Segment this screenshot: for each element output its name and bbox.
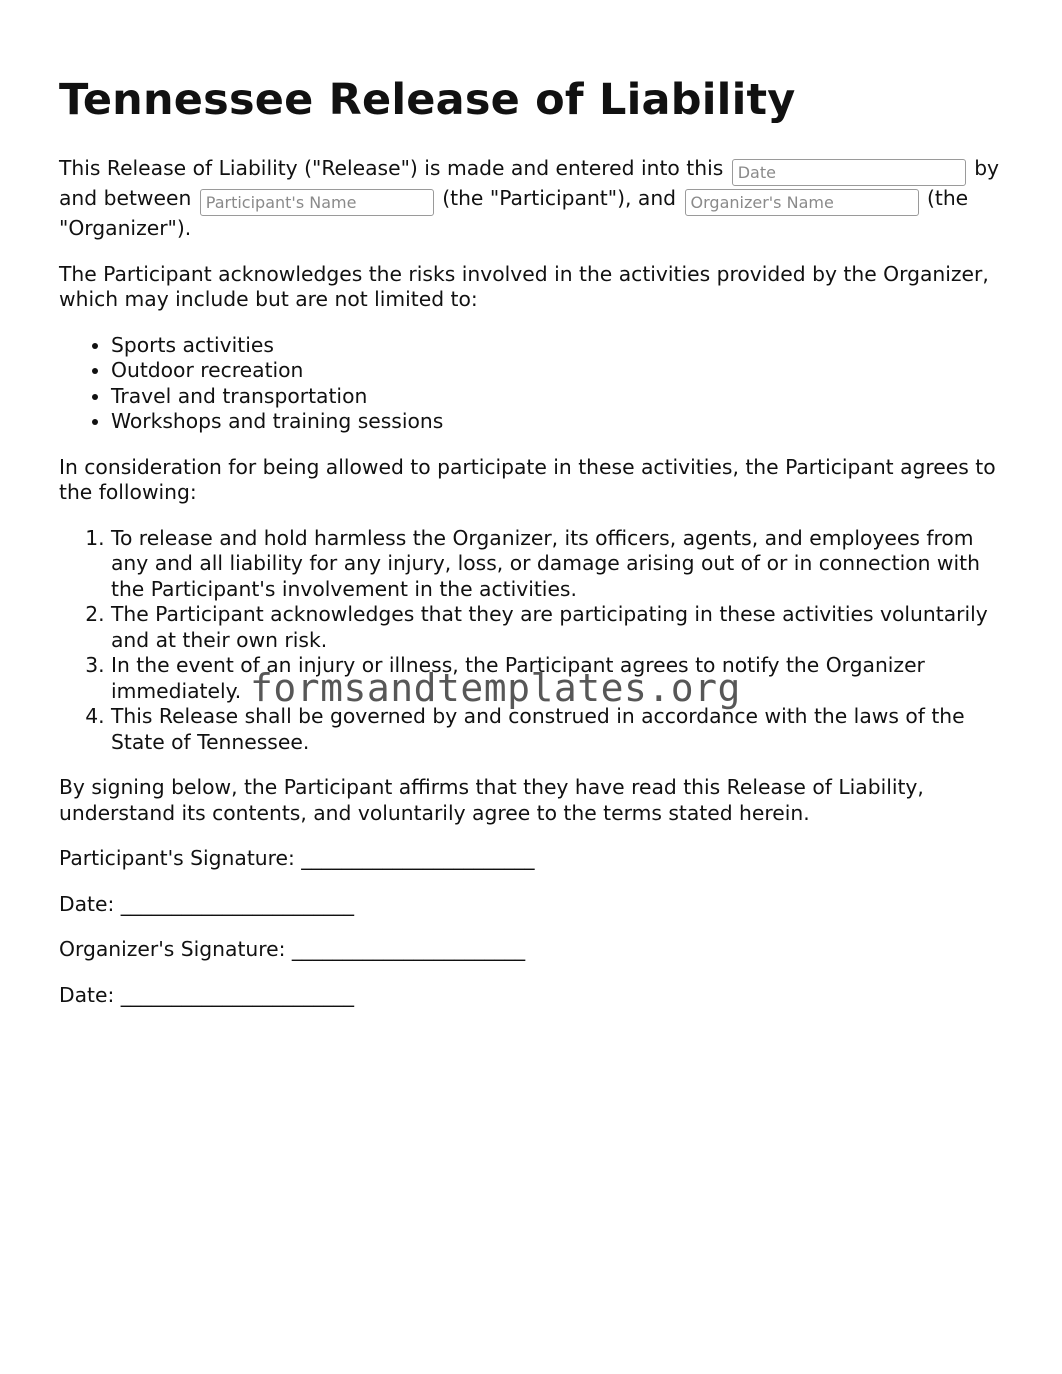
intro-paragraph: [59, 156, 1009, 242]
list-item: • Travel and transportation: [111, 384, 1009, 410]
list-item: • Workshops and training sessions: [111, 409, 1009, 435]
list-item: • Outdoor recreation: [111, 358, 1009, 384]
participant-date-line: Date: _______________________: [59, 891, 354, 916]
document-page: [59, 70, 1009, 1028]
intro-text-2: by and between: [59, 156, 1000, 210]
list-item: 1. To release and hold harmless the Organizer, its officers, agents, and employees from any and all liability for any injury, loss, or damage arising out of or in connection with the Participant's involvement in the activities.: [111, 526, 1009, 603]
page-title: Tennessee Release of Liability: [59, 75, 796, 125]
terms-list: [59, 526, 1009, 756]
organizer-date-line: Date: _______________________: [59, 982, 354, 1007]
date-field[interactable]: [732, 159, 966, 186]
closing-paragraph: By signing below, the Participant affirms that they have read this Release of Liability, understand its contents, and voluntarily agree to the terms stated herein.: [59, 775, 924, 825]
participant-name-field[interactable]: [200, 189, 434, 216]
consideration-intro: In consideration for being allowed to participate in these activities, the Participant agrees to the following:: [59, 454, 996, 504]
risks-intro: The Participant acknowledges the risks involved in the activities provided by the Organizer, which may include but are not limited to:: [59, 261, 989, 311]
organizer-signature-line: Organizer's Signature: _______________________: [59, 937, 526, 961]
organizer-name-field[interactable]: [685, 189, 919, 216]
watermark: formsandtemplates.org: [250, 666, 741, 710]
list-item: 3. In the event of an injury or illness, the Participant agrees to notify the Organizer immediately.: [111, 653, 1009, 704]
list-item: • Sports activities: [111, 333, 1009, 359]
risks-list: [59, 333, 1009, 435]
list-item: 2. The Participant acknowledges that they are participating in these activities voluntarily and at their own risk.: [111, 602, 1009, 653]
list-item: 4. This Release shall be governed by and construed in accordance with the laws of the State of Tennessee.: [111, 704, 1009, 755]
participant-signature-line: Participant's Signature: _______________________: [59, 846, 535, 870]
intro-text-3: (the "Participant"), and: [442, 186, 677, 210]
intro-text-1: This Release of Liability ("Release") is made and entered into this: [59, 156, 724, 180]
intro-text-4: (the "Organizer").: [59, 186, 969, 240]
